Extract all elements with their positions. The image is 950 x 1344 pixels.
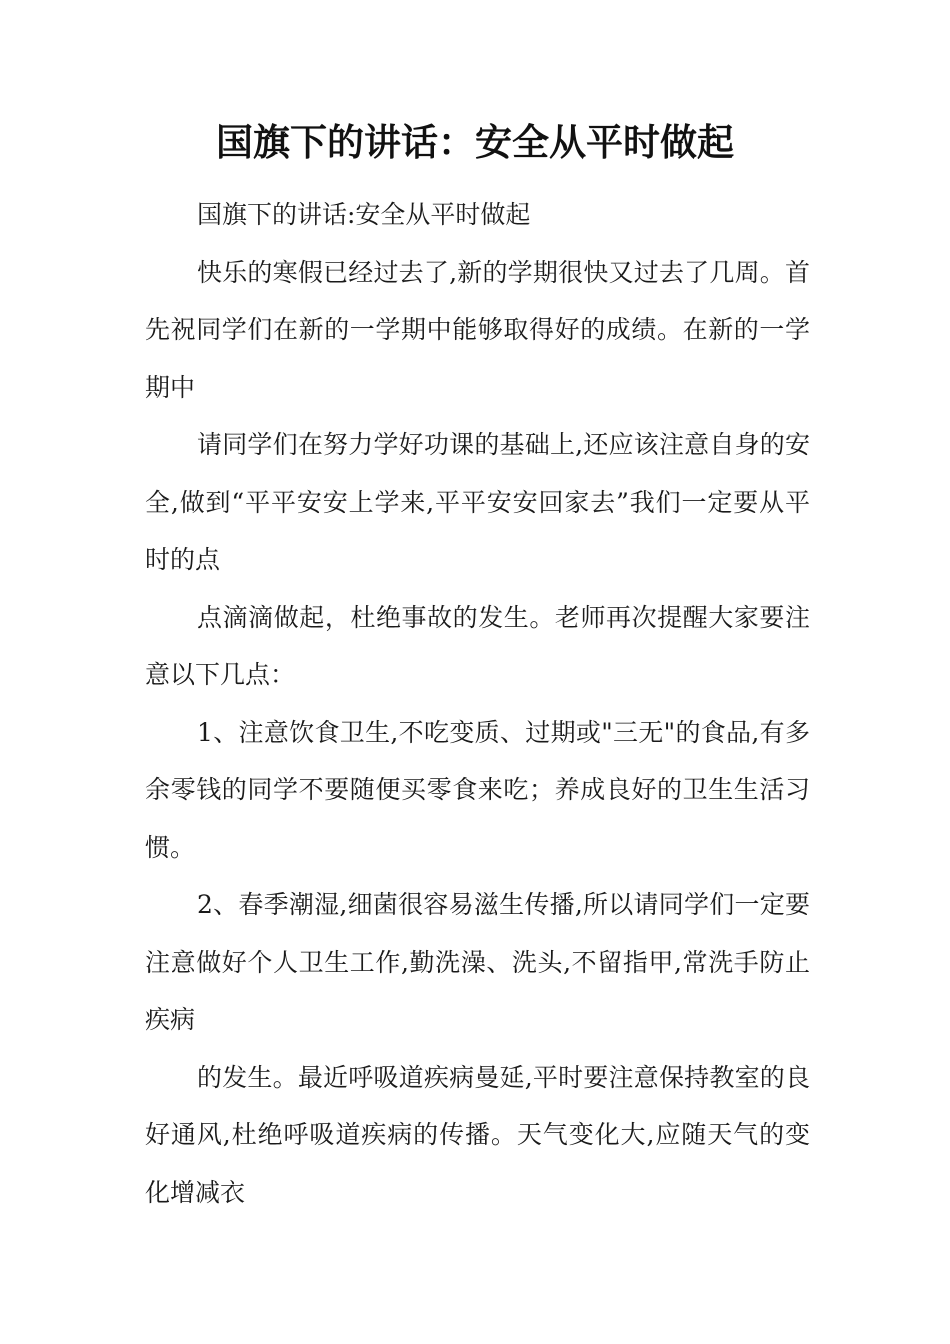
paragraph-subtitle: 国旗下的讲话:安全从平时做起 xyxy=(197,200,531,229)
document-body xyxy=(145,186,810,1221)
paragraph-point-2: 2、春季潮湿,细菌很容易滋生传播,所以请同学们一定要注意做好个人卫生工作,勤洗澡、洗头,不留指甲,常洗手防止疾病 xyxy=(145,890,810,1034)
paragraph-point-1: 1、注意饮食卫生,不吃变质、过期或"三无"的食品,有多余零钱的同学不要随便买零食来吃；养成良好的卫生生活习惯。 xyxy=(145,717,810,862)
paragraph-reminder: 请同学们在努力学好功课的基础上,还应该注意自身的安全,做到“平平安安上学来,平平安安回家去”我们一定要从平时的点 xyxy=(145,430,810,574)
paragraph-points-intro: 点滴滴做起，杜绝事故的发生。老师再次提醒大家要注意以下几点： xyxy=(145,602,810,689)
paragraph-point-2-continued: 的发生。最近呼吸道疾病曼延,平时要注意保持教室的良好通风,杜绝呼吸道疾病的传播。天气变化大,应随天气的变化增减衣 xyxy=(145,1062,810,1207)
paragraph-intro: 快乐的寒假已经过去了,新的学期很快又过去了几周。首先祝同学们在新的一学期中能够取得好的成绩。在新的一学期中 xyxy=(145,257,810,402)
document-title: 国旗下的讲话：安全从平时做起 xyxy=(216,121,734,164)
